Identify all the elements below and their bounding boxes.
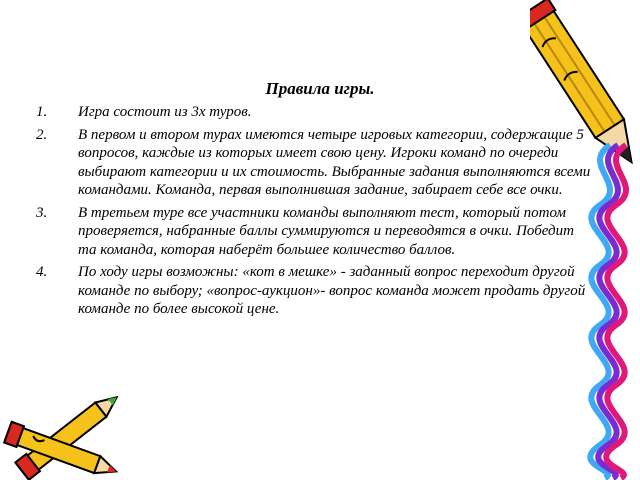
list-item — [36, 126, 592, 200]
rule-text: Игра состоит из 3х туров. — [78, 104, 252, 120]
small-pencils-icon — [0, 380, 140, 480]
rule-number: 3. — [36, 204, 48, 221]
rule-text: В первом и втором турах имеются четыре игровых категории, содержащие 5 вопросов, каждые из которых имеет свою цену. Игроки команд по очереди выбирают категории и их стоимость. Выбранные задания выполняются всеми командами. Команда, первая выполнившая задание, забирает себе все очки. — [78, 126, 591, 198]
rule-number: 4. — [36, 264, 48, 280]
rules-list — [36, 103, 592, 323]
list-item — [36, 263, 592, 319]
list-item — [36, 103, 592, 122]
rule-number: 2. — [36, 126, 48, 143]
page-title: Правила игры. — [265, 79, 375, 98]
list-item — [36, 204, 592, 260]
rule-text: В третьем туре все участники команды выполняют тест, который потом проверяется, набранные баллы суммируются и переводятся в очки. Победит та команда, которая наберёт большее количество баллов. — [78, 204, 574, 258]
rule-number: 1. — [36, 104, 48, 120]
rule-text: По ходу игры возможны: «кот в мешке» - заданный вопрос переходит другой команде по выбору; «вопрос-аукцион»- вопрос команда может продать другой команде по более высокой цене. — [78, 264, 586, 317]
